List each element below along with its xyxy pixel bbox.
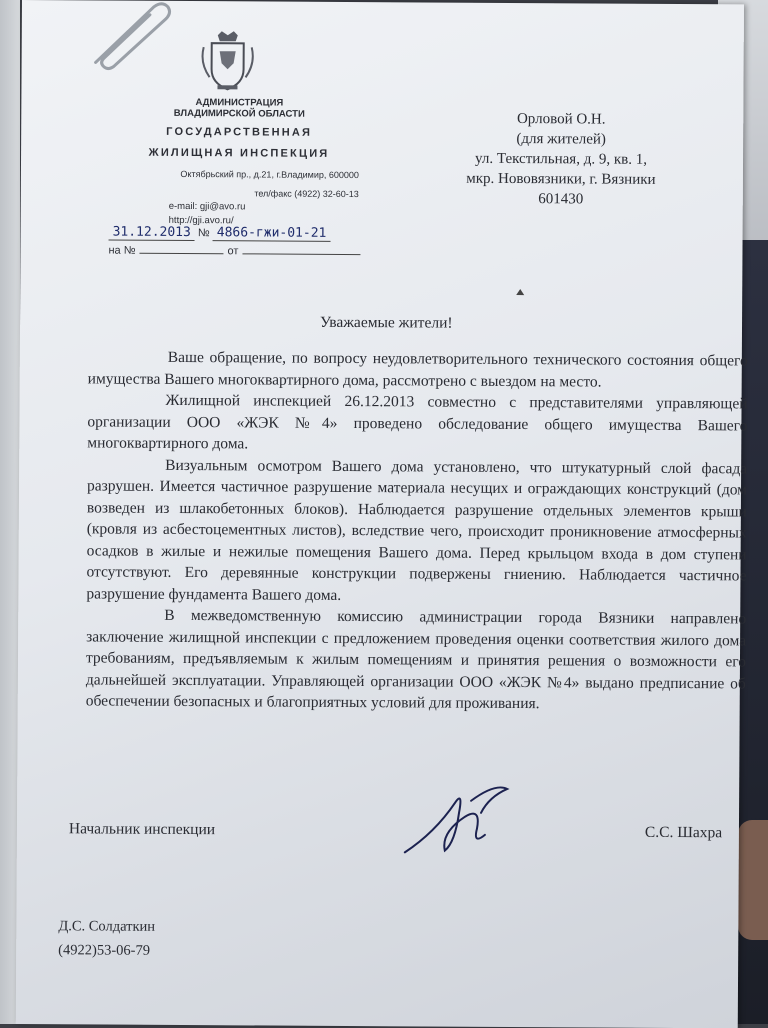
sender-letterhead [99,96,380,228]
signatory-position: Начальник инспекции [68,820,216,839]
reference-line [108,245,360,259]
sender-website: http://gji.avo.ru/ [168,214,234,227]
signatory-name: С.С. Шахра [644,823,723,842]
executor-block [58,914,155,963]
letter-page [16,0,748,1028]
registration-date: 31.12.2013 [109,225,195,242]
sender-email: e-mail: gji@avo.ru [168,200,246,213]
inspection-line-2: ЖИЛИЩНАЯ ИНСПЕКЦИЯ [148,146,330,160]
reply-number-blank [140,253,224,255]
recipient-city: мкр. Нововязники, г. Вязники [466,170,656,188]
paragraph-1: Ваше обращение, по вопросу неудовлетворительного технического состояния общего имущества Вашего многоквартирного дома, рассмотрено с выездом на место. [87,348,748,391]
signature-line [69,820,739,842]
reply-label: на № [108,244,136,257]
recipient-street: ул. Текстильная, д. 9, кв. 1, [475,150,648,168]
recipient-block [441,109,682,210]
executor-name: Д.С. Солдаткин [58,918,156,935]
registration-line [109,225,331,242]
from-label: от [227,245,239,258]
registration-number-label: № [197,227,210,240]
paragraph-2: Жилищной инспекцией 26.12.2013 совместно с представителями управляющей организации ООО «ЖЭК №4» проведено обследование общего имущества Вашего многоквартирного дома. [87,391,748,453]
paragraph-3: Визуальным осмотром Вашего дома установлено, что штукатурный слой фасада разрушен. Имеется частичное разрушение материала несущих и ограждающих конструкций (дом возведен из шлакобетонных блоков). Наблюдается разрушение отдельных элементов крыши (кровля из асбестоцементных листов), вследствие чего, происходит проникновение атмосферных осадков в жилые и нежилые помещения Вашего дома. Перед крыльцом входа в дом ступени отсутствуют. Его деревянные конструкции подвержены гниению. Наблюдается частичное разрушение фундамента Вашего дома. [86,456,748,604]
coat-of-arms-emblem [197,29,257,93]
letter-body [86,346,748,716]
administration-line-2: ВЛАДИМИРСКОЙ ОБЛАСТИ [173,107,305,120]
recipient-postcode: 601430 [538,191,584,208]
sender-phone: тел/факс (4922) 32-60-13 [254,188,359,200]
greeting: Уважаемые жители! [319,313,453,332]
paragraph-4: В межведомственную комиссию администрации города Вязники направлено заключение жилищной инспекции с предложением проведения оценки соответствия жилого дома требованиям, предъявляемым к жилым помещениям и принятия решения о возможности его дальнейшей эксплуатации. Управляющей организации ООО «ЖЭК №4» выдано предписание об обеспечении безопасных и благоприятных условий для проживания. [85,606,747,713]
administration-line-1: АДМИНИСТРАЦИЯ [195,97,284,109]
recipient-note: (для жителей) [516,131,606,148]
executor-phone: (4922)53-06-79 [58,942,151,959]
mark-icon [516,289,524,295]
reply-date-blank [242,253,360,255]
paperclip-icon [84,0,174,71]
registration-number: 4866-гжи-01-21 [213,225,331,242]
sender-address: Октябрьский пр., д.21, г.Владимир, 600000 [180,168,359,181]
recipient-name: Орловой О.Н. [516,111,606,128]
background-hand [738,820,768,940]
inspection-line-1: ГОСУДАРСТВЕННАЯ [166,125,313,139]
